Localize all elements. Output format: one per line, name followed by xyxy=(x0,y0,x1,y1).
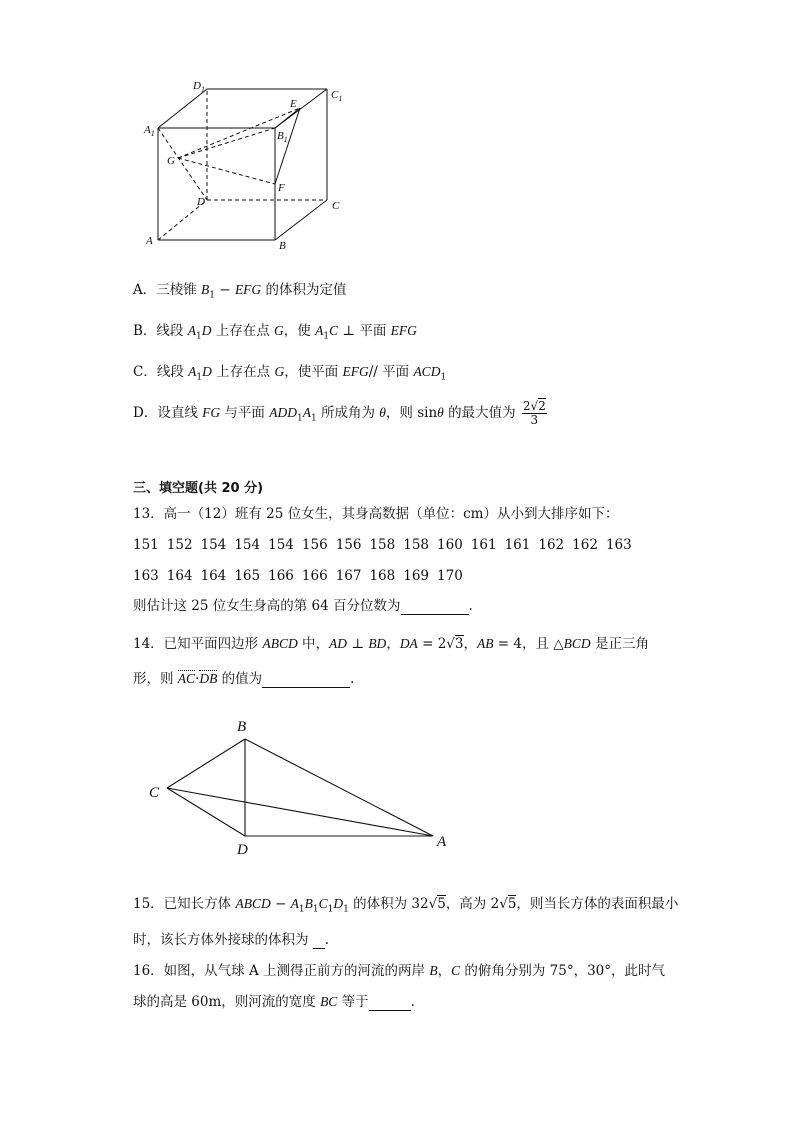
height-value: 163 xyxy=(605,537,632,553)
height-value: 164 xyxy=(200,568,227,584)
segment-G-F xyxy=(178,158,275,184)
height-value: 158 xyxy=(403,537,430,553)
label-D1: $D_1$ xyxy=(193,80,205,94)
label-q14-B: B xyxy=(237,719,247,735)
option-d[interactable]: D．设直线 FG 与平面 $ADD_1A_1$ 所成角为 θ，则 sinθ 的最大值为 $\frac{2√2}{3}$ xyxy=(133,399,546,427)
option-c[interactable]: C．线段 $A_1D$ 上存在点 G，使平面 EFG// 平面 $ACD_1$ xyxy=(133,364,447,383)
height-value: 154 xyxy=(234,537,261,553)
height-value: 166 xyxy=(301,568,328,584)
edge-B-C xyxy=(275,200,327,240)
segment-C-B xyxy=(167,739,245,788)
height-value: 165 xyxy=(234,568,261,584)
q15-answer-blank[interactable] xyxy=(313,934,325,949)
q16-line-2: 球的高是 60m，则河流的宽度 BC 等于 . xyxy=(133,994,415,1010)
q14-line-2: 形，则 AC·DB 的值为 . xyxy=(133,671,355,687)
segment-E-F xyxy=(275,108,300,184)
segment-B-A xyxy=(245,739,433,836)
label-C1: $C_1$ xyxy=(331,89,343,103)
fraction-max-value: $\frac{2√2}{3}$ xyxy=(522,399,546,427)
q13-data-row-2 xyxy=(133,567,471,585)
height-value: 156 xyxy=(301,537,328,553)
q13-data-row-1 xyxy=(133,536,640,554)
height-value: 169 xyxy=(403,568,430,584)
q14-line-1: 14．已知平面四边形 ABCD 中，AD ⊥ BD，DA = 2√3，AB = 4，且 △BCD 是正三角 xyxy=(133,636,649,652)
height-value: 170 xyxy=(437,568,463,584)
height-value: 163 xyxy=(133,568,159,584)
option-a[interactable]: A．三棱锥 $B_1$ − EFG 的体积为定值 xyxy=(133,282,347,301)
label-A: A xyxy=(146,235,153,247)
height-value: 161 xyxy=(504,537,531,553)
height-value: 164 xyxy=(166,568,193,584)
height-value: 162 xyxy=(572,537,598,553)
height-value: 151 xyxy=(133,537,159,553)
height-value: 168 xyxy=(369,568,396,584)
label-A1: $A_1$ xyxy=(144,124,155,138)
height-value: 152 xyxy=(166,537,193,553)
height-value: 166 xyxy=(268,568,294,584)
label-G: G xyxy=(167,155,175,167)
height-value: 160 xyxy=(437,537,463,553)
vector-ac: AC xyxy=(177,671,196,686)
q14-answer-blank[interactable] xyxy=(262,673,350,688)
quadrilateral-figure xyxy=(145,715,455,860)
q15-line-1: 15．已知长方体 ABCD − $A_1B_1C_1D_1$ 的体积为 32√5，高为 2√5，则当长方体的表面积最小 xyxy=(133,896,679,915)
section-title: 三、填空题(共 20 分) xyxy=(133,481,264,496)
q16-line-1: 16．如图，从气球 A 上测得正前方的河流的两岸 B，C 的俯角分别为 75°，30°，此时气 xyxy=(133,963,666,979)
label-E: E xyxy=(290,98,297,110)
height-value: 156 xyxy=(335,537,362,553)
q15-line-2: 时，该长方体外接球的体积为 . xyxy=(133,932,330,948)
q13-question: 则估计这 25 位女生身高的第 64 百分位数为 . xyxy=(133,598,473,614)
height-value: 162 xyxy=(538,537,565,553)
label-q14-A: A xyxy=(437,834,447,850)
vector-db: DB xyxy=(199,671,218,686)
height-value: 158 xyxy=(369,537,396,553)
q13-stem: 13．高一（12）班有 25 位女生，其身高数据（单位：cm）从小到大排序如下： xyxy=(133,506,619,522)
label-D: D xyxy=(197,196,205,208)
label-C: C xyxy=(332,200,340,212)
height-value: 167 xyxy=(335,568,362,584)
label-q14-C: C xyxy=(149,785,160,801)
q16-answer-blank[interactable] xyxy=(369,996,411,1011)
q13-answer-blank[interactable] xyxy=(401,600,469,615)
height-value: 161 xyxy=(470,537,497,553)
option-b[interactable]: B．线段 $A_1D$ 上存在点 G，使 $A_1C$ ⊥ 平面 EFG xyxy=(133,323,417,342)
height-value: 154 xyxy=(200,537,227,553)
label-B1: $B_1$ xyxy=(277,130,288,144)
label-q14-D: D xyxy=(237,842,248,858)
label-F: F xyxy=(278,182,285,194)
label-B: B xyxy=(279,240,286,252)
segment-G-B1 xyxy=(178,128,275,158)
edge-A1-D1 xyxy=(158,89,207,128)
height-value: 154 xyxy=(268,537,294,553)
cube-figure xyxy=(140,78,360,258)
